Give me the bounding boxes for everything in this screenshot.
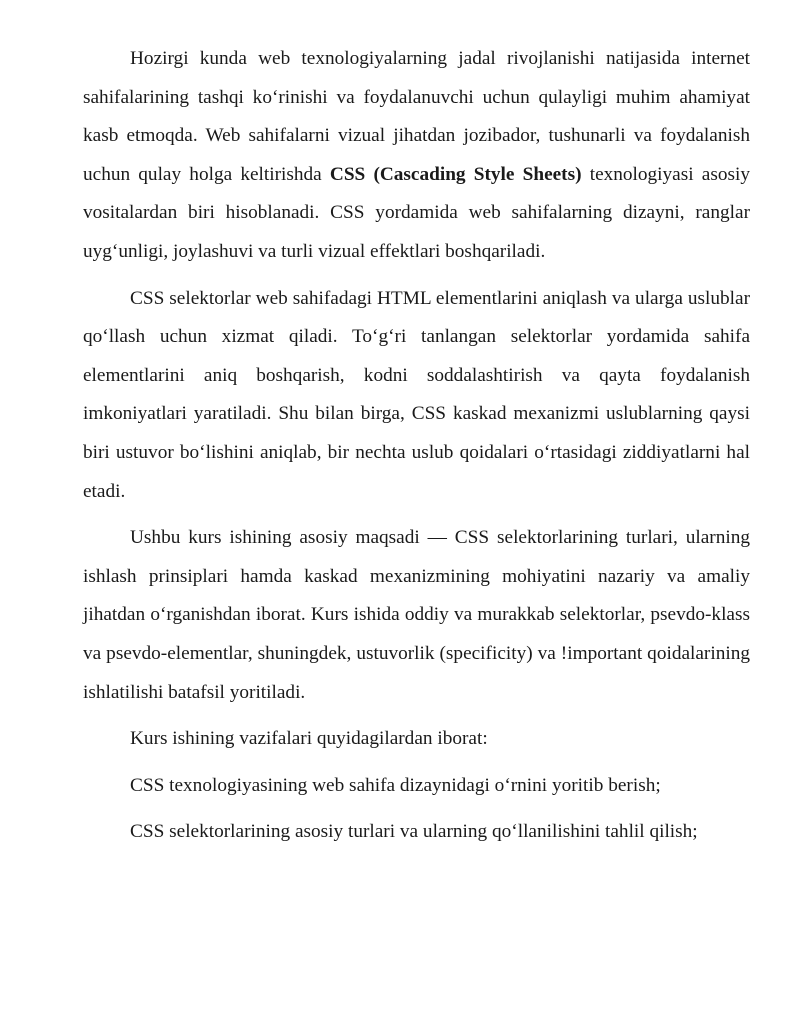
paragraph-text: texnologiyasi asosiy vositalardan biri hisoblanadi. CSS yordamida web sahifalarning dizayni, ranglar uyg‘unligi, joylashuvi va turli vizual effektlari boshqariladi. bbox=[83, 163, 750, 262]
paragraph-tasks-heading: Kurs ishining vazifalari quyidagilardan iborat: bbox=[130, 728, 488, 750]
bold-term-css: CSS (Cascading Style Sheets) bbox=[329, 163, 582, 185]
paragraph-task-2: CSS selektorlarining asosiy turlari va ularning qo‘llanilishini tahlil qilish; bbox=[130, 821, 698, 843]
paragraph-goal: Ushbu kurs ishining asosiy maqsadi — CSS selektorlarining turlari, ularning ishlash prinsiplari hamda kaskad mexanizmining mohiyatini nazariy va amaliy jihatdan o‘rganishdan iborat. Kurs ishida oddiy va murakkab selektorlar, psevdo-klass va psevdo-elementlar, shuningdek, ustuvorlik (specificity) va !important qoidalarining ishlatilishi batafsil yoritiladi. bbox=[83, 527, 750, 703]
paragraph-task-1: CSS texnologiyasining web sahifa dizaynidagi o‘rnini yoritib berish; bbox=[130, 774, 661, 796]
paragraph-introduction bbox=[83, 40, 750, 272]
paragraph-selectors: CSS selektorlar web sahifadagi HTML elementlarini aniqlash va ularga uslublar qo‘llash uchun xizmat qiladi. To‘g‘ri tanlangan selektorlar yordamida sahifa elementlarini aniq boshqarish, kodni soddalashtirish va qayta foydalanish imkoniyatlari yaratiladi. Shu bilan birga, CSS kaskad mexanizmi uslublarning qaysi biri ustuvor bo‘lishini aniqlab, bir nechta uslub qoidalari o‘rtasidagi ziddiyatlarni hal etadi. bbox=[83, 287, 750, 502]
document-body bbox=[83, 40, 750, 860]
paragraph-text: Hozirgi kunda web texnologiyalarning jadal rivojlanishi natijasida internet sahifalarining tashqi ko‘rinishi va foydalanuvchi uchun qulayligi muhim ahamiyat kasb etmoqda. Web sahifalarni vizual jihatdan jozibador, tushunarli va foydalanish uchun qulay holga keltirishda bbox=[83, 48, 750, 185]
